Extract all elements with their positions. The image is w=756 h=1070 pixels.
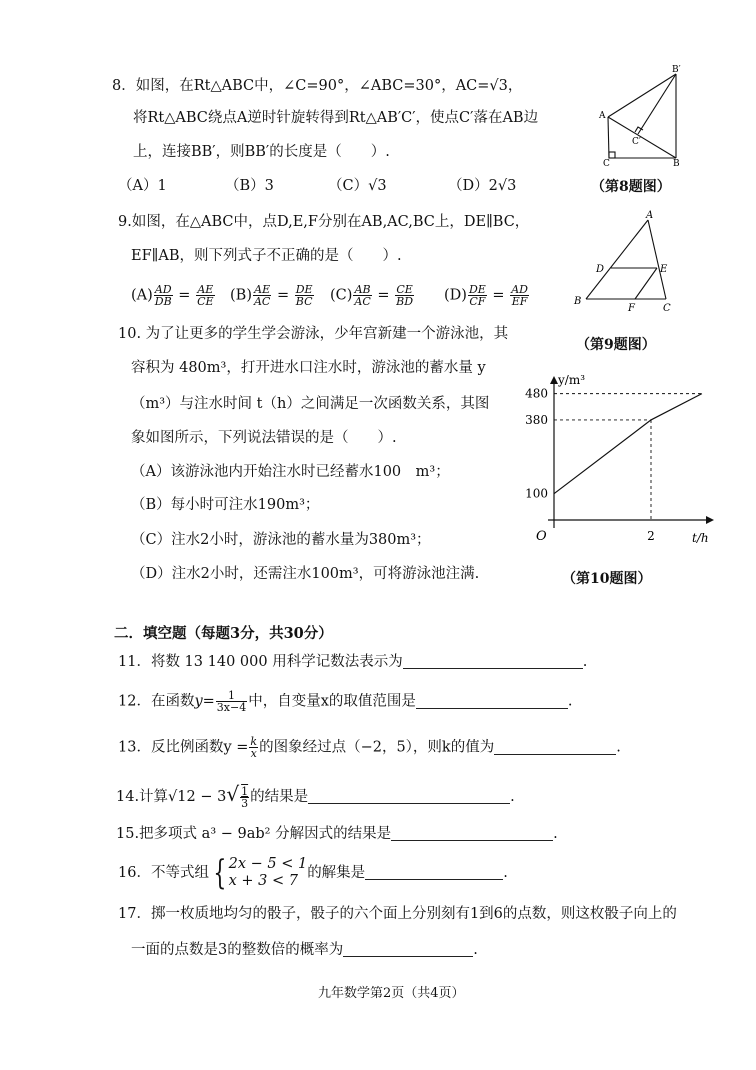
q10-option-d: （D）注水2小时，还需注水100m³，可将游泳池注满.: [131, 566, 480, 582]
q16-end: .: [503, 865, 508, 881]
q14-end: .: [510, 789, 515, 805]
q17-text: 一面的点数是3的整数倍的概率为: [131, 942, 344, 958]
q12-end: .: [567, 693, 573, 710]
q9-line1: 9.如图，在△ABC中，点D,E,F分别在AB,AC,BC上，DE∥BC，: [118, 214, 530, 230]
frac-denominator: BD: [396, 295, 414, 308]
frac-denominator: AC: [253, 295, 271, 308]
frac-numerator: 1: [241, 784, 249, 798]
q9-option-a-label: (A): [131, 287, 153, 304]
frac-denominator: 3: [241, 796, 249, 810]
q9-line2: EF∥AB，则下列式子不正确的是（ ）.: [131, 248, 402, 264]
frac-numerator: CE: [396, 283, 413, 296]
q17-end: .: [473, 942, 478, 958]
x-axis-arrow-icon: [706, 516, 714, 524]
q9-fig-label-e: E: [660, 264, 668, 275]
q16-suffix: 的解集是: [307, 865, 366, 881]
q12: [118, 690, 573, 713]
q16-ineq-1: 2x − 5 < 1: [228, 856, 308, 872]
q8-option-a: （A）1: [118, 178, 167, 194]
q14-prefix: 14.计算√12 − 3: [116, 789, 227, 805]
q8-caption: （第8题图）: [591, 179, 671, 195]
q15-text: 15.把多项式 a³ − 9ab² 分解因式的结果是: [116, 826, 392, 842]
q12-prefix: 12．在函数: [118, 693, 195, 710]
q9-option-d-frac1: [468, 284, 487, 307]
q17-line1: 17．掷一枚质地均匀的骰子，骰子的六个面上分别刻有1到6的点数，则这枚骰子向上的: [118, 906, 677, 922]
page-footer: 九年数学第2页（共4页）: [318, 986, 465, 1001]
q10-caption: （第10题图）: [562, 571, 652, 587]
series-line: [554, 394, 702, 494]
q13: [118, 736, 621, 759]
q13-y: y =: [223, 739, 249, 756]
frac-denominator: DB: [154, 295, 172, 308]
q9-option-b-frac2: [295, 284, 314, 307]
frac-numerator: AD: [511, 283, 528, 296]
frac-numerator: DE: [468, 283, 486, 296]
q8-option-c: （C）√3: [328, 178, 387, 194]
q8-figure: [596, 62, 696, 166]
y-axis-label: y/m³: [558, 373, 586, 387]
q10-option-a: （A）该游泳池内开始注水时已经蓄水100 m³；: [131, 464, 450, 480]
q11-end: .: [582, 654, 588, 670]
frac-numerator: AD: [154, 283, 172, 296]
q9-option-c-frac2: [395, 284, 414, 307]
brace-icon: {: [213, 853, 227, 893]
sqrt-icon: √: [226, 782, 240, 806]
frac-denominator: 3x−4: [216, 701, 247, 714]
frac-denominator: CF: [469, 295, 486, 308]
y-tick-label: 480: [525, 386, 548, 401]
q11-answer-blank[interactable]: [403, 652, 583, 669]
q9-option-a-frac2: [196, 284, 214, 307]
q10-line2: 容积为 480m³，打开进水口注水时，游泳池的蓄水量 y: [131, 360, 486, 376]
x-axis-label: t/h: [692, 531, 709, 545]
frac-numerator: k: [250, 735, 258, 748]
q14: [116, 784, 515, 809]
frac-denominator: BC: [295, 295, 313, 308]
q13-suffix: 的图象经过点（−2，5），则k的值为: [259, 739, 495, 756]
frac-numerator: AE: [197, 283, 214, 296]
q13-fraction: [249, 736, 258, 759]
q8-fig-label-b: B: [673, 159, 680, 166]
q9-caption: （第9题图）: [576, 337, 656, 353]
q9-option-b-label: (B): [230, 287, 252, 304]
q14-fraction: [240, 786, 249, 809]
q9-option-d-frac2: [510, 284, 529, 307]
frac-denominator: EF: [511, 295, 528, 308]
q8-option-d: （D）2√3: [448, 178, 517, 194]
q15: [116, 824, 558, 844]
q17-answer-blank[interactable]: [343, 940, 473, 957]
frac-denominator: AC: [354, 295, 371, 308]
q9-option-a: (A) $\frac{AD}{DB}$ = $\frac{AE}{CE}$: [131, 283, 214, 308]
q9-fig-label-f: F: [628, 303, 635, 314]
q10-line1: 10. 为了让更多的学生学会游泳，少年宫新建一个游泳池，其: [118, 326, 509, 342]
q11: [118, 652, 587, 672]
q16-prefix: 16．不等式组: [118, 865, 209, 881]
q9-option-b: (B) $\frac{AE}{AC}$ = $\frac{DE}{BC}$: [230, 283, 313, 308]
frac-numerator: DE: [295, 283, 313, 296]
q13-prefix: 13．反比例函数: [118, 739, 224, 756]
q10-option-c: （C）注水2小时，游泳池的蓄水量为380m³；: [131, 532, 431, 548]
q8-option-b: （B）3: [225, 178, 274, 194]
q10-option-b: （B）每小时可注水190m³；: [131, 497, 320, 513]
y-tick-label: 380: [525, 412, 548, 427]
q16-ineq-2: x + 3 < 7: [228, 873, 298, 889]
q9-option-b-frac1: [253, 284, 271, 307]
q12-answer-blank[interactable]: [416, 692, 568, 709]
y-axis-arrow-icon: [550, 376, 558, 384]
q16: [118, 853, 508, 893]
q9-fig-label-c: C: [663, 303, 671, 314]
q13-end: .: [616, 739, 621, 756]
q9-option-d: (D) $\frac{DE}{CF}$ = $\frac{AD}{EF}$: [444, 283, 528, 308]
q10-line3: （m³）与注水时间 t（h）之间满足一次函数关系，其图: [131, 396, 490, 412]
q9-option-d-label: (D): [444, 287, 467, 304]
q8-line1: 8．如图，在Rt△ABC中，∠C=90°，∠ABC=30°，AC=√3，: [112, 78, 523, 94]
q9-option-c: (C) $\frac{AB}{AC}$ = $\frac{CE}{BD}$: [330, 283, 414, 308]
frac-numerator: AB: [354, 283, 371, 296]
q13-answer-blank[interactable]: [494, 738, 616, 755]
q9-option-a-frac1: [154, 284, 173, 307]
q14-suffix: 的结果是: [250, 789, 309, 805]
q9-fig-label-b: B: [574, 296, 582, 307]
q9-option-c-frac1: [353, 284, 371, 307]
frac-denominator: CE: [197, 295, 214, 308]
q9-fig-label-a: A: [646, 210, 654, 221]
q10-chart: [514, 368, 720, 554]
frac-numerator: AE: [254, 283, 271, 296]
q12-fraction: [216, 690, 247, 713]
q8-fig-label-a: A: [599, 111, 606, 121]
q8-line3: 上，连接BB′，则BB′的长度是（ ）.: [133, 144, 390, 160]
q9-option-c-label: (C): [330, 287, 353, 304]
origin-label: O: [536, 529, 547, 544]
frac-denominator: x: [250, 747, 257, 760]
q16-system: [229, 856, 308, 890]
q8-fig-label-c: C: [603, 159, 610, 166]
q9-figure: [568, 208, 680, 316]
section-2-title: 二．填空题（每题3分，共30分）: [114, 625, 333, 642]
q16-answer-blank[interactable]: [365, 863, 503, 880]
x-tick-label: 2: [647, 529, 655, 543]
q11-text: 11．将数 13 140 000 用科学记数法表示为: [118, 654, 403, 670]
y-tick-label: 100: [525, 486, 548, 501]
q8-line2: 将Rt△ABC绕点A逆时针旋转得到Rt△AB′C′，使点C′落在AB边: [133, 110, 539, 126]
q9-fig-label-d: D: [596, 264, 605, 275]
q15-end: .: [553, 826, 558, 842]
q12-y: y=: [194, 693, 215, 710]
q14-answer-blank[interactable]: [308, 787, 510, 804]
q10-line4: 象如图所示，下列说法错误的是（ ）.: [131, 430, 397, 446]
q17-line2: [131, 940, 478, 960]
frac-numerator: 1: [216, 690, 247, 702]
q15-answer-blank[interactable]: [391, 824, 553, 841]
q8-fig-label-b1: B′: [672, 65, 681, 75]
q12-suffix: 中，自变量x的取值范围是: [248, 693, 416, 710]
q8-fig-label-c1: C′: [632, 137, 641, 147]
